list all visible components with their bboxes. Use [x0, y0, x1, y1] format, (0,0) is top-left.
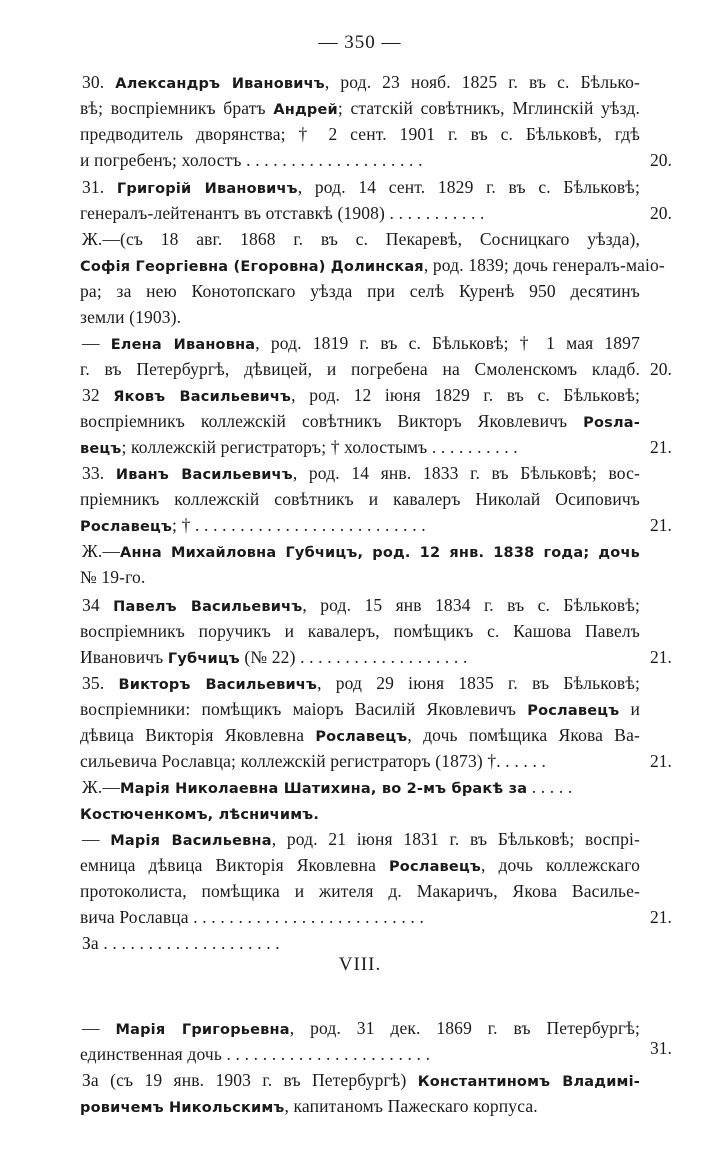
text-line: Софія Георгіевна (Егоровна) Долинская, род. 1839; дочь генералъ-маіо-: [80, 255, 665, 275]
text-line: 30. Александръ Ивановичъ, род. 23 нояб. 1825 г. въ с. Бѣлько-: [82, 72, 640, 92]
text-line: ра; за нею Конотопскаго уѣзда при селѣ Куренѣ 950 десятинъ: [80, 281, 640, 301]
page-reference: 20.: [650, 359, 672, 379]
text-line: вича Рославца . . . . . . . . . . . . . . . . . . . . . . . . . .: [80, 907, 424, 927]
text-line: земли (1903).: [80, 307, 182, 327]
text-line: воспріемникъ поручикъ и кавалеръ, помѣщикъ с. Кашова Павелъ: [80, 621, 640, 641]
text-line: Рославецъ; † . . . . . . . . . . . . . . . . . . . . . . . . . .: [80, 515, 426, 535]
page-reference: 31.: [650, 1038, 672, 1058]
text-line: предводитель дворянства; † 2 сент. 1901 г. въ с. Бѣльковѣ, гдѣ: [80, 124, 640, 144]
page-reference: 21.: [650, 437, 672, 457]
text-line: пріемникъ коллежскій совѣтникъ и кавалеръ Николай Осиповичъ: [80, 489, 640, 509]
text-line: — Марія Григорьевна, род. 31 дек. 1869 г. въ Петербургѣ;: [82, 1018, 640, 1038]
text-line: — Елена Ивановна, род. 1819 г. въ с. Бѣльковѣ; † 1 мая 1897: [82, 333, 640, 353]
page-reference: 21.: [650, 751, 672, 771]
text-line: сильевича Рославца; коллежскій регистраторъ (1873) †. . . . . .: [80, 751, 547, 771]
text-line: 33. Иванъ Васильевичъ, род. 14 янв. 1833 г. въ Бѣльковѣ; вос-: [82, 463, 640, 483]
text-line: ровичемъ Никольскимъ, капитаномъ Пажескаго корпуса.: [80, 1096, 538, 1116]
text-line: 31. Григорій Ивановичъ, род. 14 сент. 1829 г. въ с. Бѣльковѣ;: [82, 177, 640, 197]
page-reference: 20.: [650, 150, 672, 170]
text-line: За . . . . . . . . . . . . . . . . . . . .: [82, 933, 280, 953]
text-line: Ж.—Анна Михайловна Губчицъ, род. 12 янв. 1838 года; дочь: [82, 541, 640, 561]
text-line: г. въ Петербургѣ, дѣвицей, и погребена на Смоленскомъ кладб.: [80, 359, 640, 379]
text-line: единственная дочь . . . . . . . . . . . . . . . . . . . . . . .: [80, 1044, 431, 1064]
text-line: воспріемники: помѣщикъ маіоръ Василій Яковлевичъ Рославецъ и: [80, 699, 640, 719]
text-line: Ивановичъ Губчицъ (№ 22) . . . . . . . . . . . . . . . . . . .: [80, 647, 468, 667]
page-reference: 21.: [650, 515, 672, 535]
page-reference: 21.: [650, 907, 672, 927]
text-line: 32 Яковъ Васильевичъ, род. 12 іюня 1829 г. въ с. Бѣльковѣ;: [82, 385, 640, 405]
text-line: Ж.—Марія Николаевна Шатихина, во 2-мъ бракѣ за . . . . .: [82, 777, 573, 797]
text-line: и погребенъ; холостъ . . . . . . . . . . . . . . . . . . . .: [80, 150, 423, 170]
text-line: емница дѣвица Викторія Яковлевна Рославецъ, дочь коллежскаго: [80, 855, 640, 875]
text-line: вѣ; воспріемникъ братъ Андрей; статскій совѣтникъ, Мглинскій уѣзд.: [80, 98, 640, 118]
text-line: — Марія Васильевна, род. 21 іюня 1831 г. въ Бѣльковѣ; воспрі-: [82, 829, 641, 849]
text-line: 35. Викторъ Васильевичъ, род 29 іюня 1835 г. въ Бѣльковѣ;: [82, 673, 640, 693]
text-line: вецъ; коллежскій регистраторъ; † холостымъ . . . . . . . . . .: [80, 437, 518, 457]
text-line: воспріемникъ коллежскій совѣтникъ Викторъ Яковлевичъ Рosла-: [80, 411, 640, 431]
text-line: генералъ-лейтенантъ въ отставкѣ (1908) . . . . . . . . . . .: [80, 203, 485, 223]
text-line: Костюченкомъ, лѣсничимъ.: [80, 807, 320, 823]
text-line: № 19-го.: [80, 567, 146, 587]
text-line: дѣвица Викторія Яковлевна Рославецъ, дочь помѣщика Якова Ва-: [80, 725, 640, 745]
text-line: Ж.—(съ 18 авг. 1868 г. въ с. Пекаревѣ, Сосницкаго уѣзда),: [82, 229, 640, 249]
text-line: протоколиста, помѣщика и жителя д. Макаричъ, Якова Василье-: [80, 881, 640, 901]
page-reference: 21.: [650, 647, 672, 667]
page-reference: 20.: [650, 203, 672, 223]
text-line: За (съ 19 янв. 1903 г. въ Петербургѣ) Константиномъ Владимі-: [82, 1070, 640, 1090]
section-heading: VIII.: [338, 954, 382, 975]
text-line: 34 Павелъ Васильевичъ, род. 15 янв 1834 г. въ с. Бѣльковѣ;: [82, 595, 641, 615]
page-number: — 350 —: [318, 32, 402, 53]
